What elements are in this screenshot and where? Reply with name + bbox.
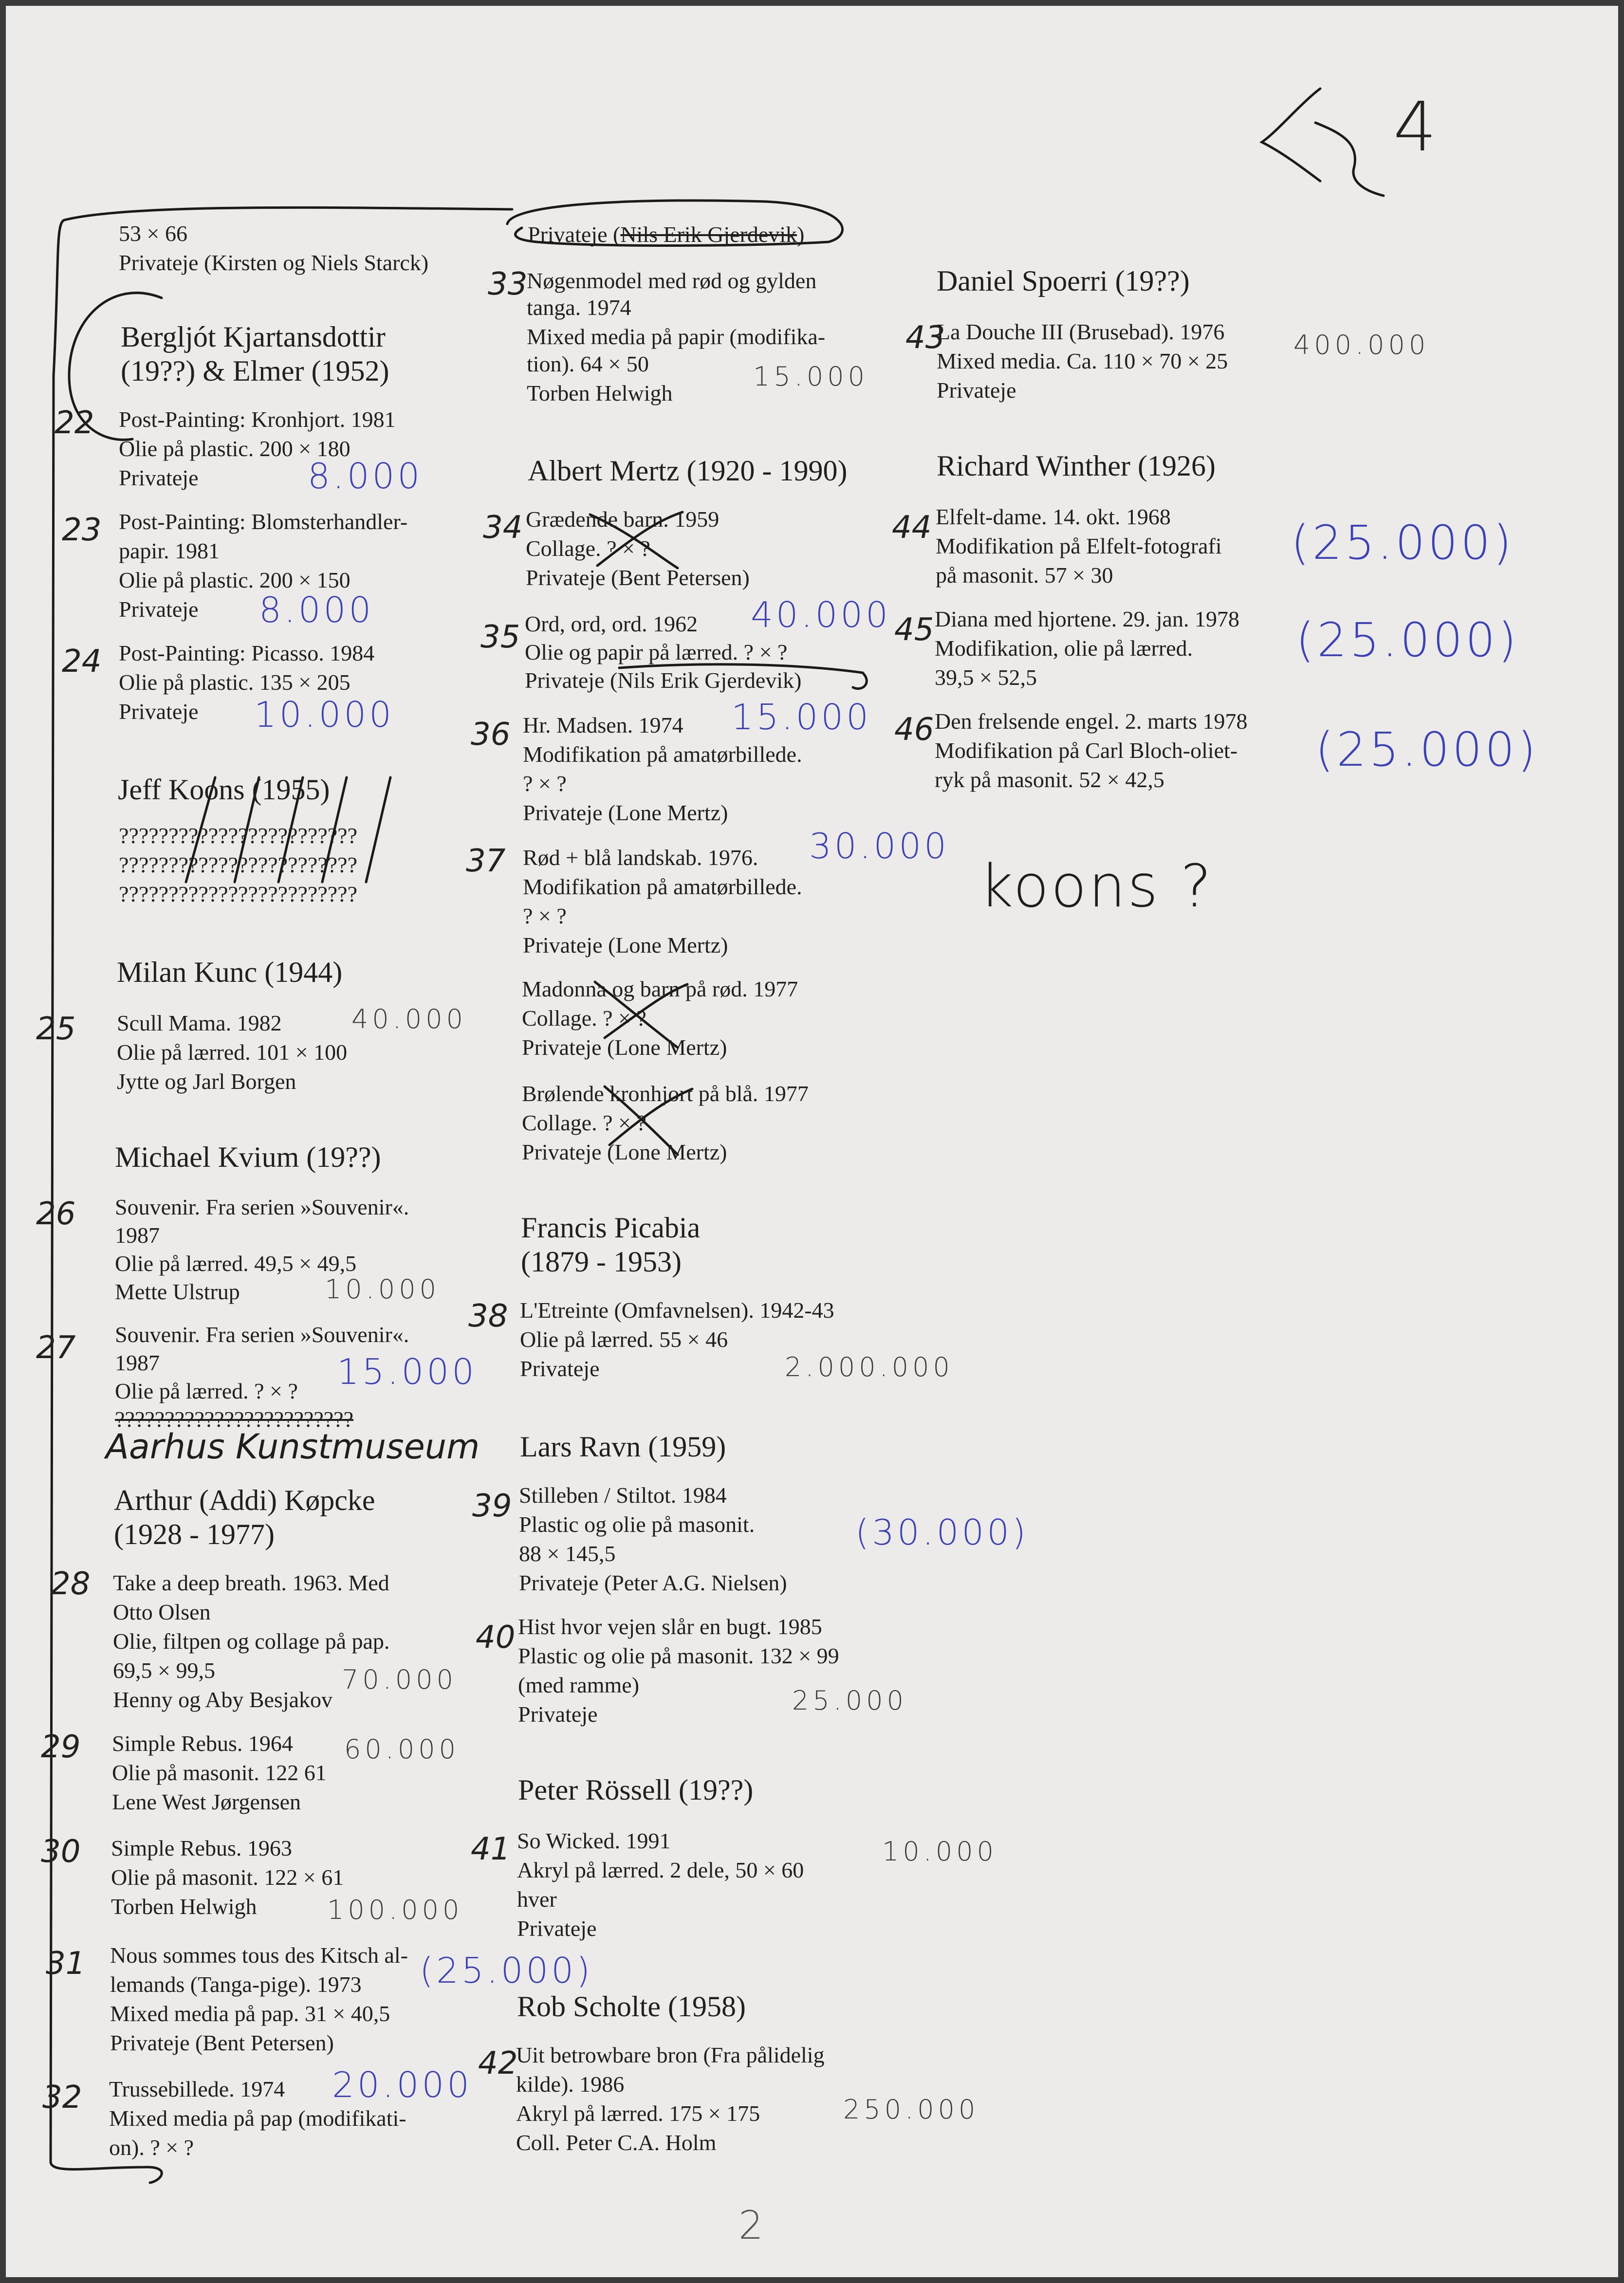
work-line: ryk på masonit. 52 × 42,5 — [935, 767, 1164, 792]
unknown-marks: ???????????????????????? — [119, 882, 358, 906]
work-line: Privateje (Bent Petersen) — [526, 565, 750, 590]
page-number: 2 — [738, 2203, 763, 2248]
price-note: (25.000) — [1296, 613, 1519, 667]
work-line: Olie på masonit. 122 × 61 — [111, 1865, 344, 1890]
price-note: 8.000 — [259, 589, 374, 630]
unknown-marks: ???????????????????????? — [119, 852, 358, 877]
work-line: Privateje (Lone Mertz) — [522, 1140, 727, 1164]
price-note: (25.000) — [1291, 516, 1514, 570]
work-line: Privateje — [119, 699, 199, 724]
artist-name: Lars Ravn (1959) — [520, 1431, 726, 1463]
work-line: Privateje — [520, 1356, 600, 1381]
price-note: 2.000.000 — [785, 1352, 954, 1382]
work-line: tanga. 1974 — [527, 295, 631, 320]
price-note: (30.000) — [855, 1512, 1029, 1553]
corner-mark — [1262, 89, 1384, 196]
unknown-marks: ???????????????????????? — [119, 823, 358, 848]
work-line: papir. 1981 — [119, 538, 220, 563]
work-line: Diana med hjortene. 29. jan. 1978 — [935, 607, 1239, 631]
work-line: on). ? × ? — [109, 2135, 194, 2160]
artist-name: Francis Picabia — [521, 1212, 701, 1244]
work-line: So Wicked. 1991 — [517, 1828, 671, 1853]
work-line: Privateje (Lone Mertz) — [522, 1035, 727, 1060]
work-line: Brølende kronhjort på blå. 1977 — [522, 1081, 809, 1106]
price-note: 60.000 — [344, 1734, 460, 1765]
work-line: Coll. Peter C.A. Holm — [516, 2130, 717, 2155]
work-line: Trussebillede. 1974 — [109, 2077, 285, 2101]
work-line: 1987 — [115, 1223, 160, 1248]
work-line: Simple Rebus. 1963 — [111, 1836, 292, 1860]
work-line: ???????????????????????? — [115, 1407, 354, 1432]
work-line: Privateje (Lone Mertz) — [523, 800, 728, 825]
work-line: Mette Ulstrup — [115, 1279, 240, 1304]
lot-number: 33 — [488, 266, 528, 302]
lot-number: 29 — [41, 1729, 81, 1765]
work-line: 88 × 145,5 — [519, 1541, 616, 1566]
work-line: Modifikation på Elfelt-fotografi — [936, 534, 1222, 558]
work-line: Henny og Aby Besjakov — [113, 1687, 333, 1712]
lot-number: 38 — [468, 1298, 508, 1334]
lot-number: 41 — [471, 1831, 511, 1867]
work-line: Grædende barn. 1959 — [526, 507, 720, 532]
artist-name: (19??) & Elmer (1952) — [121, 355, 389, 387]
work-line: Olie på lærred. ? × ? — [115, 1379, 298, 1403]
work-line: Akryl på lærred. 175 × 175 — [516, 2101, 760, 2126]
work-line: ? × ? — [523, 903, 567, 928]
lot-number: 42 — [478, 2045, 518, 2081]
price-note: 25.000 — [792, 1685, 907, 1716]
lot-number: 32 — [42, 2080, 82, 2116]
price-note: (25.000) — [1315, 722, 1539, 777]
work-line: Olie på plastic. 135 × 205 — [119, 670, 351, 695]
handwritten-note: Aarhus Kunstmuseum — [106, 1427, 480, 1467]
price-note: 10.000 — [254, 694, 394, 735]
work-line: Elfelt-dame. 14. okt. 1968 — [936, 504, 1171, 529]
work-line: Post-Painting: Blomsterhandler- — [119, 509, 408, 534]
work-line: Nous sommes tous des Kitsch al- — [110, 1943, 408, 1968]
work-line: Collage. ? × ? — [522, 1110, 646, 1135]
work-line: Collage. ? × ? — [522, 1006, 646, 1031]
work-line: tion). 64 × 50 — [527, 351, 649, 376]
work-line: Post-Painting: Picasso. 1984 — [119, 641, 375, 665]
price-note: 15.000 — [753, 361, 868, 392]
price-note: 400.000 — [1293, 330, 1430, 360]
artist-name: Michael Kvium (19??) — [115, 1141, 381, 1173]
work-line: Privateje — [119, 465, 199, 490]
work-line: Lene West Jørgensen — [112, 1789, 301, 1814]
work-line: lemands (Tanga-pige). 1973 — [110, 1972, 362, 1997]
price-note: 15.000 — [337, 1351, 477, 1392]
work-line: Privateje — [119, 597, 199, 622]
artist-name: Jeff Koons (1955) — [118, 773, 330, 806]
lot-number: 40 — [476, 1620, 516, 1656]
work-line: Plastic og olie på masonit. 132 × 99 — [518, 1643, 839, 1668]
artist-name: Richard Winther (1926) — [937, 450, 1216, 482]
artist-name: (1879 - 1953) — [521, 1246, 682, 1278]
work-line: Post-Painting: Kronhjort. 1981 — [119, 407, 396, 432]
lot-number: 30 — [41, 1834, 81, 1870]
work-line: Torben Helwigh — [111, 1894, 257, 1919]
header-owner: Privateje (Kirsten og Niels Starck) — [119, 250, 429, 275]
work-line: Simple Rebus. 1964 — [112, 1731, 293, 1756]
lot-number: 46 — [894, 712, 934, 748]
work-line: Modifikation på amatørbillede. — [523, 742, 802, 767]
artist-name: Milan Kunc (1944) — [117, 956, 343, 988]
work-line: ? × ? — [523, 771, 567, 796]
work-line: Modifikation på amatørbillede. — [523, 874, 802, 899]
work-line: Uit betrowbare bron (Fra pålidelig — [516, 2043, 825, 2067]
artist-name: Arthur (Addi) Køpcke — [114, 1484, 375, 1516]
work-line: Collage. ? × ? — [526, 536, 650, 561]
work-line: kilde). 1986 — [516, 2072, 625, 2097]
price-note: 8.000 — [308, 456, 423, 497]
corner-number: 4 — [1393, 88, 1437, 167]
price-note: 250.000 — [843, 2094, 979, 2125]
work-line: Privateje — [937, 378, 1016, 403]
lot-number: 43 — [905, 320, 945, 356]
artist-name: Bergljót Kjartansdottir — [121, 321, 386, 353]
lot-number: 22 — [55, 405, 94, 441]
artist-name: Albert Mertz (1920 - 1990) — [528, 455, 848, 487]
lot-number: 25 — [36, 1011, 76, 1047]
work-line: Privateje (Nils Erik Gjerdevik) — [525, 668, 802, 693]
work-line: Hr. Madsen. 1974 — [523, 713, 683, 737]
lot-number: 45 — [894, 612, 934, 648]
price-note: (25.000) — [420, 1950, 593, 1991]
work-line: Souvenir. Fra serien »Souvenir«. — [115, 1322, 409, 1347]
work-line: Olie på plastic. 200 × 180 — [119, 436, 351, 461]
work-line: Privateje (Lone Mertz) — [523, 933, 728, 957]
work-line: Privateje (Bent Petersen) — [110, 2030, 334, 2055]
work-line: Jytte og Jarl Borgen — [117, 1069, 296, 1094]
price-note: 100.000 — [327, 1895, 463, 1925]
work-line: Stilleben / Stiltot. 1984 — [519, 1483, 727, 1508]
lot-number: 34 — [483, 510, 523, 546]
work-line: Madonna og barn på rød. 1977 — [522, 976, 798, 1001]
lot-number: 23 — [62, 512, 102, 548]
work-line: Mixed media på pap. 31 × 40,5 — [110, 2001, 390, 2026]
work-line: Modifikation på Carl Bloch-oliet- — [935, 738, 1238, 763]
work-line: Nøgenmodel med rød og gylden — [527, 268, 817, 293]
work-line: Rød + blå landskab. 1976. — [523, 845, 758, 870]
work-line: 69,5 × 99,5 — [113, 1658, 215, 1683]
artist-name: Rob Scholte (1958) — [517, 1990, 746, 2023]
lot-number: 26 — [36, 1196, 76, 1232]
work-line: på masonit. 57 × 30 — [936, 563, 1113, 588]
price-note: 10.000 — [325, 1274, 440, 1305]
work-line: L'Etreinte (Omfavnelsen). 1942-43 — [520, 1298, 834, 1323]
work-line: (med ramme) — [518, 1673, 640, 1697]
lot-number: 35 — [480, 619, 520, 655]
work-line: Olie på lærred. 101 × 100 — [117, 1040, 348, 1065]
col2-owner: Privateje (Nils Erik Gjerdevik) — [528, 222, 805, 247]
work-line: Olie på lærred. 49,5 × 49,5 — [115, 1251, 357, 1276]
work-line: Akryl på lærred. 2 dele, 50 × 60 — [517, 1858, 804, 1882]
lot-number: 36 — [471, 717, 511, 753]
work-line: Ord, ord, ord. 1962 — [525, 611, 698, 636]
artist-name: Daniel Spoerri (19??) — [937, 265, 1190, 297]
work-line: 39,5 × 52,5 — [935, 665, 1037, 690]
work-line: Souvenir. Fra serien »Souvenir«. — [115, 1195, 409, 1219]
lot-number: 24 — [62, 644, 102, 680]
work-line: Privateje — [518, 1702, 598, 1727]
work-line: Torben Helwigh — [527, 381, 673, 405]
price-note: 10.000 — [882, 1836, 997, 1867]
work-line: Olie på plastic. 200 × 150 — [119, 568, 351, 592]
work-line: La Douche III (Brusebad). 1976 — [937, 319, 1225, 344]
work-line: Mixed media. Ca. 110 × 70 × 25 — [937, 349, 1228, 373]
lot-number: 27 — [36, 1330, 76, 1366]
price-note: 20.000 — [332, 2064, 472, 2105]
work-line: Olie på masonit. 122 61 — [112, 1760, 327, 1785]
work-line: hver — [517, 1887, 557, 1912]
koons-note: koons ? — [979, 853, 1214, 921]
work-line: Privateje — [517, 1916, 597, 1941]
price-note: 40.000 — [351, 1004, 467, 1034]
work-line: Olie på lærred. 55 × 46 — [520, 1327, 728, 1352]
lot-number: 31 — [46, 1946, 86, 1982]
work-line: Mixed media på pap (modifikati- — [109, 2106, 406, 2131]
price-note: 15.000 — [731, 697, 871, 737]
lot-number: 39 — [472, 1488, 512, 1524]
work-line: 1987 — [115, 1350, 160, 1375]
lot-number: 44 — [892, 510, 932, 546]
work-line: Take a deep breath. 1963. Med — [113, 1570, 389, 1595]
work-line: Modifikation, olie på lærred. — [935, 636, 1193, 661]
work-line: Otto Olsen — [113, 1600, 211, 1624]
price-note: 70.000 — [342, 1664, 457, 1695]
artist-name: (1928 - 1977) — [114, 1518, 275, 1550]
work-line: Mixed media på papir (modifika- — [527, 324, 826, 349]
work-line: Olie og papir på lærred. ? × ? — [525, 640, 788, 664]
artist-name: Peter Rössell (19??) — [518, 1774, 754, 1806]
work-line: Plastic og olie på masonit. — [519, 1512, 755, 1537]
header-dims: 53 × 66 — [119, 221, 187, 246]
lot-number: 28 — [51, 1566, 91, 1602]
price-note: 40.000 — [751, 594, 891, 635]
lot-number: 37 — [466, 843, 506, 879]
work-line: Den frelsende engel. 2. marts 1978 — [935, 709, 1248, 734]
work-line: Olie, filtpen og collage på pap. — [113, 1629, 390, 1654]
work-line: Hist hvor vejen slår en bugt. 1985 — [518, 1614, 822, 1639]
work-line: Scull Mama. 1982 — [117, 1011, 282, 1035]
document-page — [6, 6, 1618, 2277]
price-note: 30.000 — [809, 826, 949, 866]
work-line: Privateje (Peter A.G. Nielsen) — [519, 1570, 787, 1595]
